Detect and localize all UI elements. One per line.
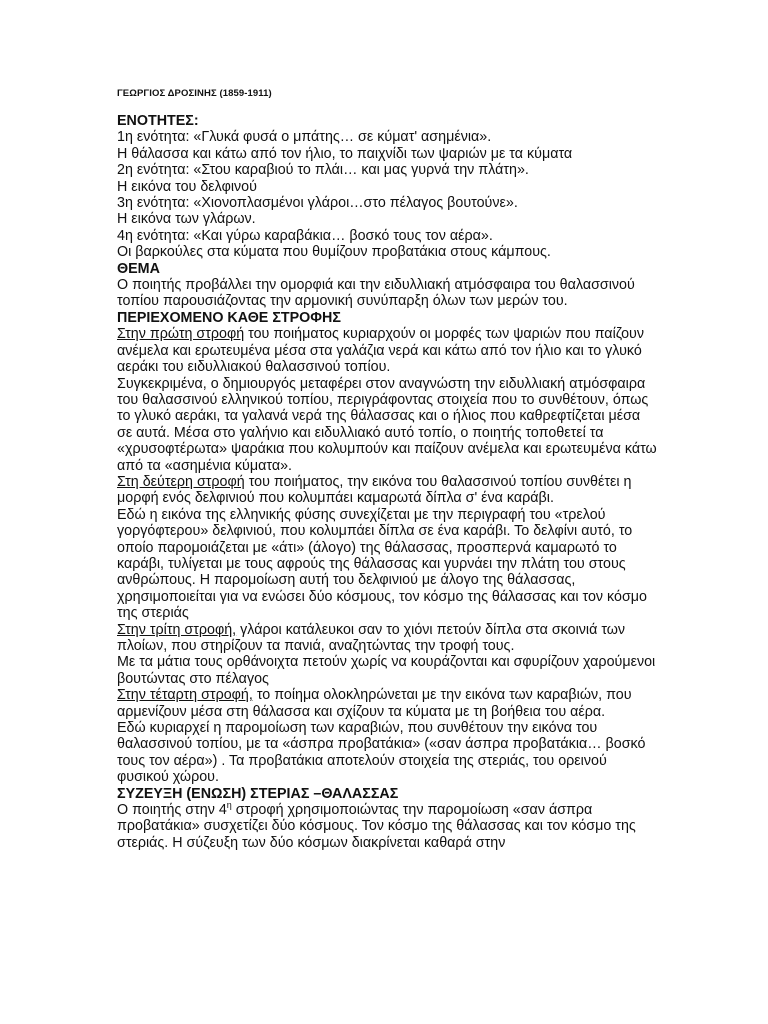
stanza4-paragraph bbox=[117, 687, 657, 720]
stanza1-label: Στην πρώτη στροφή bbox=[117, 326, 245, 343]
section-line: Η εικόνα του δελφινού bbox=[117, 178, 257, 195]
stanza2-paragraph bbox=[117, 474, 657, 507]
stanza4-label: Στην τέταρτη στροφή, bbox=[117, 687, 253, 704]
document-body bbox=[117, 113, 657, 851]
section-line: Οι βαρκούλες στα κύματα που θυμίζουν προβατάκια στους κάμπους. bbox=[117, 244, 551, 261]
stanza3-paragraph bbox=[117, 622, 657, 655]
author-title: ΓΕΩΡΓΙΟΣ ΔΡΟΣΙΝΗΣ (1859-1911) bbox=[117, 88, 272, 99]
union-text-b: στροφή χρησιμοποιώντας την παρομοίωση «σαν άσπρα προβατάκια» συσχετίζει δύο κόσμους. Τον κόσμο της θάλασσας και τον κόσμο της στεριάς. Η σύζευξη των δύο κόσμων διακρίνεται καθαρά στην bbox=[117, 802, 636, 851]
content-heading: ΠΕΡΙΕΧΟΜΕΝΟ ΚΑΘΕ ΣΤΡΟΦΗΣ bbox=[117, 309, 341, 326]
section-line: Η εικόνα των γλάρων. bbox=[117, 211, 256, 228]
theme-paragraph: Ο ποιητής προβάλλει την ομορφιά και την ειδυλλιακή ατμόσφαιρα του θαλασσινού τοπίου παρουσιάζοντας την αρμονική συνύπαρξη όλων των μερών του. bbox=[117, 277, 635, 310]
stanza3-text: γλάροι κατάλευκοι σαν το χιόνι πετούν δίπλα στα σκοινιά των πλοίων, που στηρίζουν τα πανιά, αναζητώντας την τροφή τους. bbox=[117, 621, 626, 654]
section-line: 3η ενότητα: «Χιονοπλασμένοι γλάροι…στο πέλαγος βουτούνε». bbox=[117, 195, 518, 212]
stanza1-paragraph bbox=[117, 326, 657, 375]
stanza3-label: Στην τρίτη στροφή, bbox=[117, 621, 237, 638]
union-paragraph bbox=[117, 802, 657, 851]
stanza2-text: του ποιήματος, την εικόνα του θαλασσινού τοπίου συνθέτει η μορφή ενός δελφινιού που κολυμπάει καμαρωτά δίπλα σ' ένα καράβι. bbox=[117, 473, 632, 507]
section-line: 1η ενότητα: «Γλυκά φυσά ο μπάτης… σε κύματ' ασημένια». bbox=[117, 129, 492, 146]
stanza4-text: το ποίημα ολοκληρώνεται με την εικόνα των καραβιών, που αρμενίζουν μέσα στη θάλασσα και σχίζουν τα κύματα με τη βοήθεια του αέρα. bbox=[117, 687, 632, 720]
stanza4-detail: Εδώ κυριαρχεί η παρομοίωση των καραβιών, που συνθέτουν την εικόνα του θαλασσινού τοπίου, με τα «άσπρα προβατάκια» («σαν άσπρα προβατάκια… βοσκό τους τον αέρα») . Τα προβατάκια αποτελούν στοιχεία της στεριάς, του ορεινού φυσικού χώρου. bbox=[117, 720, 646, 786]
stanza2-label: Στη δεύτερη στροφή bbox=[117, 473, 245, 490]
stanza2-detail: Εδώ η εικόνα της ελληνικής φύσης συνεχίζεται με την περιγραφή του «τρελού γοργόφτερου» δελφινιού, που κολυμπάει δίπλα σε ένα καράβι. Το δελφίνι αυτό, το οποίο παρομοιάζεται με «άτι» (άλογο) της θάλασσας, προσπερνά καμαρωτό το καράβι, τυλίγεται με τους αφρούς της θάλασσας και γυρνάει την πλάτη του στους ανθρώπους. Η παρομοίωση αυτή του δελφινιού με άλογο της θάλασσας, χρησιμοποιείται για να ενώσει δύο κόσμους, τον κόσμο της θάλασσας και τον κόσμο της στεριάς bbox=[117, 506, 647, 622]
stanza1-text: του ποιήματος κυριαρχούν οι μορφές των ψαριών που παίζουν ανέμελα και ερωτευμένα μέσα στα γαλάζια νερά και κάτω από τον ήλιο και το γλυκό αεράκι του ειδυλλιακού θαλασσινού τοπίου. bbox=[117, 326, 645, 376]
sections-heading: ΕΝΟΤΗΤΕΣ: bbox=[117, 113, 199, 129]
union-text-a: Ο ποιητής στην 4 bbox=[117, 802, 227, 819]
stanza1-detail: Συγκεκριμένα, ο δημιουργός μεταφέρει στον αναγνώστη την ειδυλλιακή ατμόσφαιρα του θαλασσινού ελληνικού τοπίου, περιγράφοντας στοιχεία που το συνθέτουν, όπως το γλυκό αεράκι, τα γαλανά νερά της θάλασσας και ο ήλιος που καθρεφτίζεται μέσα σε αυτά. Μέσα στο γαλήνιο και ειδυλλιακό αυτό τοπίο, ο ποιητής τοποθετεί τα «χρυσοφτέρωτα» ψαράκια που κολυμπούν και παίζουν ανέμελα και ερωτευμένα κάτω από τα «ασημένια κύματα». bbox=[117, 375, 657, 474]
union-heading: ΣΥΖΕΥΞΗ (ΕΝΩΣΗ) ΣΤΕΡΙΑΣ –ΘΑΛΑΣΣΑΣ bbox=[117, 785, 399, 802]
section-line: 4η ενότητα: «Και γύρω καραβάκια… βοσκό τους τον αέρα». bbox=[117, 227, 493, 244]
section-line: Η θάλασσα και κάτω από τον ήλιο, το παιχνίδι των ψαριών με τα κύματα bbox=[117, 145, 573, 162]
union-superscript: η bbox=[226, 800, 232, 811]
theme-heading: ΘΕΜΑ bbox=[117, 260, 160, 277]
section-line: 2η ενότητα: «Στου καραβιού το πλάι… και μας γυρνά την πλάτη». bbox=[117, 162, 529, 179]
stanza3-detail: Με τα μάτια τους ορθάνοιχτα πετούν χωρίς να κουράζονται και σφυρίζουν χαρούμενοι βουτώντας στο πέλαγος bbox=[117, 654, 656, 687]
